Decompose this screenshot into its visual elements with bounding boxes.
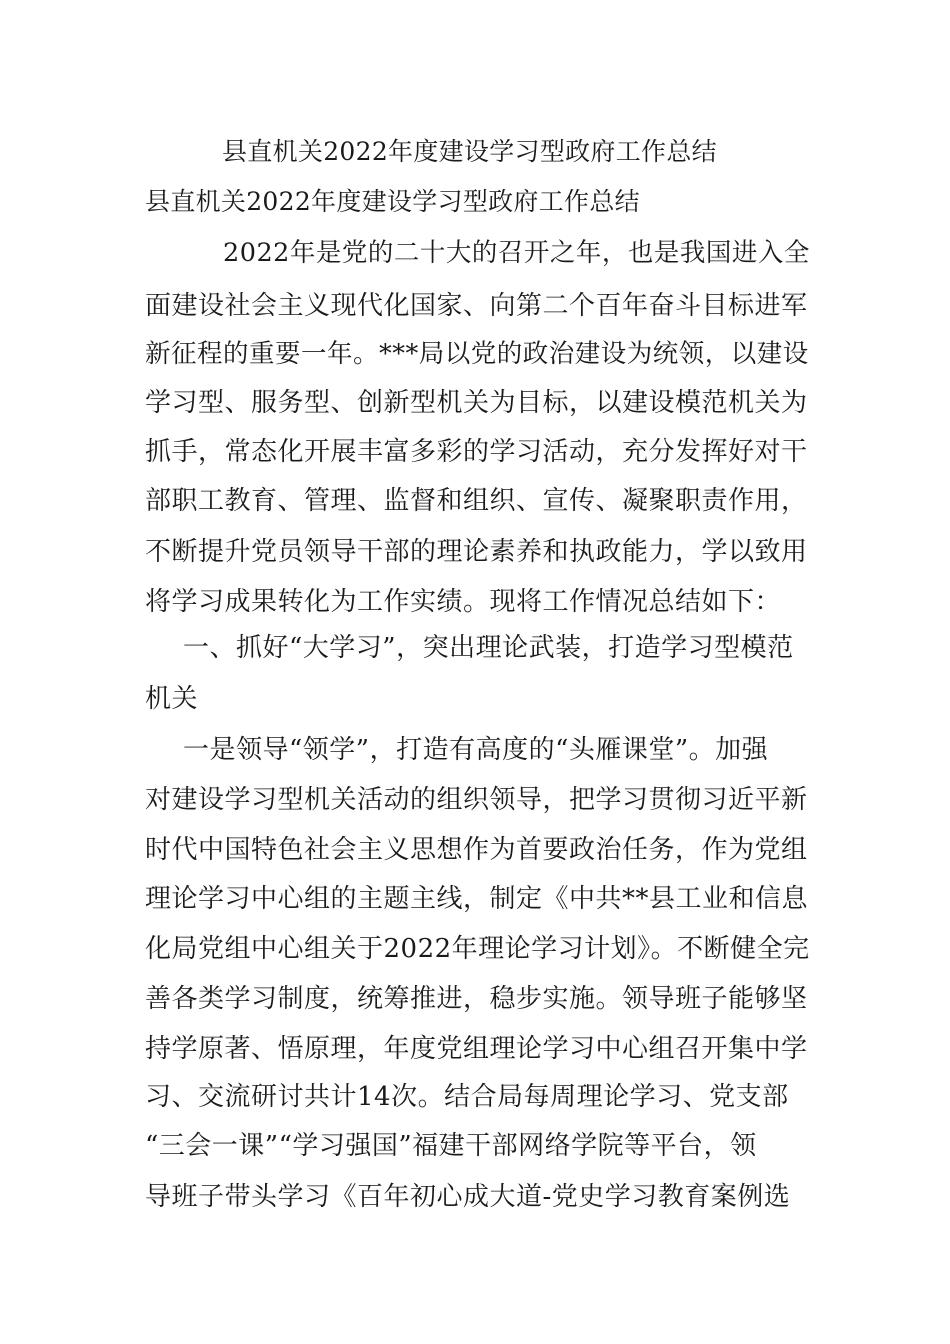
paragraph-line: 将学习成果转化为工作实绩。现将工作情况总结如下：	[145, 587, 782, 617]
paragraph-line: 善各类学习制度，统筹推进，稳步实施。领导班子能够坚	[145, 984, 808, 1014]
document-subtitle: 县直机关2022年度建设学习型政府工作总结	[145, 187, 640, 216]
paragraph-line: 面建设社会主义现代化国家、向第二个百年奋斗目标进军	[145, 291, 808, 321]
paragraph-line: 对建设学习型机关活动的组织领导，把学习贯彻习近平新	[145, 785, 808, 815]
paragraph-line: “三会一课”“学习强国”福建干部网络学院等平台，领	[145, 1131, 757, 1161]
paragraph-line: 不断提升党员领导干部的理论素养和执政能力，学以致用	[145, 537, 808, 567]
paragraph-line: 理论学习中心组的主题主线，制定《中共**县工业和信息	[145, 884, 809, 914]
paragraph-line: 部职工教育、管理、监督和组织、宣传、凝聚职责作用，	[145, 486, 808, 516]
section-heading: 机关	[145, 684, 199, 714]
paragraph-line: 新征程的重要一年。***局以党的政治建设为统领，以建设	[145, 339, 809, 369]
paragraph-line: 时代中国特色社会主义思想作为首要政治任务，作为党组	[145, 835, 808, 865]
paragraph-line: 导班子带头学习《百年初心成大道-党史学习教育案例选	[145, 1182, 791, 1212]
paragraph-line: 持学原著、悟原理，年度党组理论学习中心组召开集中学	[145, 1034, 808, 1064]
document-title: 县直机关2022年度建设学习型政府工作总结	[222, 137, 717, 166]
paragraph-line: 抓手，常态化开展丰富多彩的学习活动，充分发挥好对干	[145, 437, 808, 467]
paragraph-line: 学习型、服务型、创新型机关为目标，以建设模范机关为	[145, 388, 808, 418]
paragraph-line: 一是领导“领学”，打造有高度的“头雁课堂”。加强	[183, 735, 769, 765]
section-heading: 一、抓好“大学习”，突出理论武装，打造学习型模范	[183, 633, 794, 663]
paragraph-line: 化局党组中心组关于2022年理论学习计划》。不断健全完	[145, 934, 810, 964]
paragraph-line: 2022年是党的二十大的召开之年，也是我国进入全	[223, 238, 810, 268]
paragraph-line: 习、交流研讨共计14次。结合局每周理论学习、党支部	[145, 1082, 789, 1112]
